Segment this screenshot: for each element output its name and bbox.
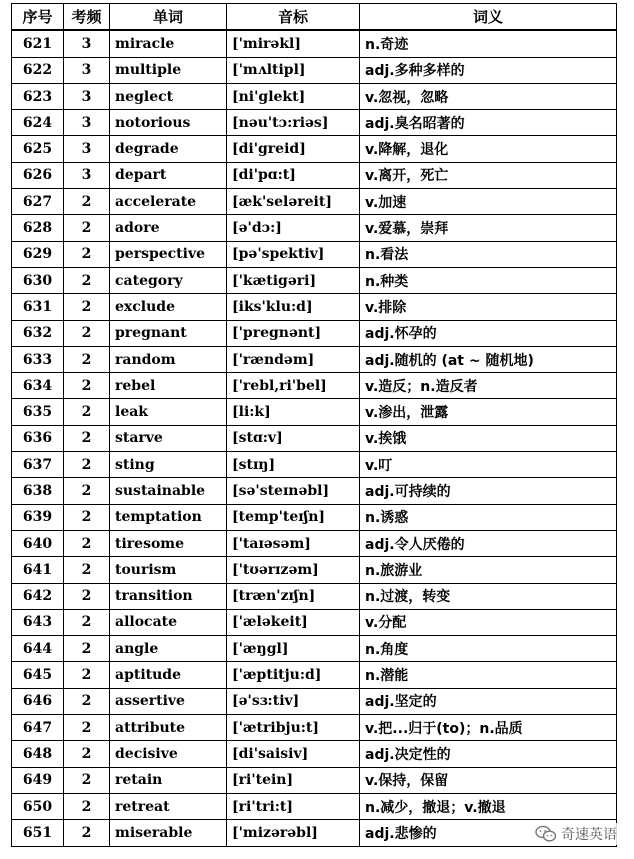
row-word: random [110, 346, 227, 372]
row-meaning: adj.可持续的 [360, 478, 617, 504]
row-number: 633 [12, 346, 64, 372]
row-frequency: 2 [64, 636, 110, 662]
row-frequency: 2 [64, 373, 110, 399]
row-word: retreat [110, 793, 227, 819]
row-phonetic: ['pregnənt] [227, 320, 360, 346]
row-meaning: n.奇迹 [360, 30, 617, 57]
row-word: sustainable [110, 478, 227, 504]
row-word: notorious [110, 110, 227, 136]
row-word: miracle [110, 30, 227, 57]
row-number: 640 [12, 530, 64, 556]
table-row [12, 530, 617, 556]
row-number: 632 [12, 320, 64, 346]
table-row [12, 83, 617, 109]
table-row [12, 110, 617, 136]
row-frequency: 2 [64, 609, 110, 635]
row-word: pregnant [110, 320, 227, 346]
row-number: 623 [12, 83, 64, 109]
row-frequency: 2 [64, 530, 110, 556]
row-word: tourism [110, 557, 227, 583]
row-word: miserable [110, 820, 227, 846]
row-phonetic: [stɑ:v] [227, 425, 360, 451]
table-row [12, 609, 617, 635]
row-word: starve [110, 425, 227, 451]
table-row [12, 320, 617, 346]
row-phonetic: [li:k] [227, 399, 360, 425]
row-number: 644 [12, 636, 64, 662]
row-frequency: 2 [64, 320, 110, 346]
row-meaning: n.减少，撤退；v.撤退 [360, 793, 617, 819]
row-number: 635 [12, 399, 64, 425]
row-meaning: v.把...归于(to)；n.品质 [360, 715, 617, 741]
row-frequency: 2 [64, 399, 110, 425]
row-meaning: v.叮 [360, 452, 617, 478]
row-word: exclude [110, 294, 227, 320]
header-phonetic: 音标 [227, 4, 360, 31]
table-row [12, 373, 617, 399]
row-meaning: n.看法 [360, 241, 617, 267]
row-phonetic: ['mʌltipl] [227, 57, 360, 83]
row-frequency: 2 [64, 346, 110, 372]
row-number: 638 [12, 478, 64, 504]
row-frequency: 3 [64, 57, 110, 83]
row-meaning: adj.怀孕的 [360, 320, 617, 346]
row-meaning: adj.决定性的 [360, 741, 617, 767]
row-frequency: 2 [64, 688, 110, 714]
row-frequency: 3 [64, 83, 110, 109]
table-row [12, 294, 617, 320]
row-phonetic: [stɪŋ] [227, 452, 360, 478]
row-frequency: 2 [64, 767, 110, 793]
row-meaning: v.挨饿 [360, 425, 617, 451]
header-num: 序号 [12, 4, 64, 31]
table-row [12, 767, 617, 793]
row-meaning: v.分配 [360, 609, 617, 635]
row-number: 629 [12, 241, 64, 267]
row-word: accelerate [110, 189, 227, 215]
row-phonetic: [di'pɑ:t] [227, 162, 360, 188]
row-meaning: n.旅游业 [360, 557, 617, 583]
row-number: 650 [12, 793, 64, 819]
row-phonetic: ['æŋgl] [227, 636, 360, 662]
row-number: 627 [12, 189, 64, 215]
row-phonetic: ['tʊərɪzəm] [227, 557, 360, 583]
table-row [12, 741, 617, 767]
row-word: aptitude [110, 662, 227, 688]
row-meaning: n.诱惑 [360, 504, 617, 530]
row-number: 647 [12, 715, 64, 741]
row-meaning: adj.坚定的 [360, 688, 617, 714]
row-phonetic: ['æptitju:d] [227, 662, 360, 688]
row-meaning: n.角度 [360, 636, 617, 662]
row-meaning: adj.悲惨的 [360, 820, 617, 846]
row-meaning: adj.令人厌倦的 [360, 530, 617, 556]
vocab-table [11, 3, 617, 847]
row-word: assertive [110, 688, 227, 714]
wechat-icon [535, 825, 557, 843]
row-meaning: v.加速 [360, 189, 617, 215]
row-word: angle [110, 636, 227, 662]
row-number: 651 [12, 820, 64, 846]
row-word: perspective [110, 241, 227, 267]
row-number: 645 [12, 662, 64, 688]
row-meaning: adj.臭名昭著的 [360, 110, 617, 136]
row-frequency: 2 [64, 267, 110, 293]
row-meaning: adj.随机的 (at ~ 随机地) [360, 346, 617, 372]
row-meaning: v.保持，保留 [360, 767, 617, 793]
row-number: 622 [12, 57, 64, 83]
row-meaning: n.过渡，转变 [360, 583, 617, 609]
row-phonetic: [nəu'tɔ:riəs] [227, 110, 360, 136]
header-meaning: 词义 [360, 4, 617, 31]
row-word: neglect [110, 83, 227, 109]
row-phonetic: [ni'glekt] [227, 83, 360, 109]
row-frequency: 2 [64, 189, 110, 215]
header-freq: 考频 [64, 4, 110, 31]
table-row [12, 267, 617, 293]
row-phonetic: ['ætribju:t] [227, 715, 360, 741]
row-word: degrade [110, 136, 227, 162]
table-row [12, 399, 617, 425]
table-row [12, 162, 617, 188]
row-number: 621 [12, 30, 64, 57]
row-meaning: v.爱慕，崇拜 [360, 215, 617, 241]
row-phonetic: [temp'teɪʃn] [227, 504, 360, 530]
row-meaning: v.忽视，忽略 [360, 83, 617, 109]
row-phonetic: ['kætigəri] [227, 267, 360, 293]
row-meaning: adj.多种多样的 [360, 57, 617, 83]
row-number: 628 [12, 215, 64, 241]
row-phonetic: ['mizərəbl] [227, 820, 360, 846]
row-phonetic: ['æləkeit] [227, 609, 360, 635]
row-phonetic: ['rebl,ri'bel] [227, 373, 360, 399]
row-word: transition [110, 583, 227, 609]
row-frequency: 2 [64, 741, 110, 767]
row-frequency: 2 [64, 793, 110, 819]
row-frequency: 2 [64, 425, 110, 451]
row-frequency: 2 [64, 662, 110, 688]
table-row [12, 30, 617, 57]
row-word: temptation [110, 504, 227, 530]
table-row [12, 136, 617, 162]
row-frequency: 2 [64, 504, 110, 530]
row-word: depart [110, 162, 227, 188]
row-frequency: 2 [64, 557, 110, 583]
row-frequency: 2 [64, 452, 110, 478]
row-frequency: 2 [64, 478, 110, 504]
table-row [12, 583, 617, 609]
table-row [12, 715, 617, 741]
row-phonetic: [di'greid] [227, 136, 360, 162]
table-row [12, 57, 617, 83]
header-word: 单词 [110, 4, 227, 31]
row-meaning: v.排除 [360, 294, 617, 320]
row-phonetic: [træn'zɪʃn] [227, 583, 360, 609]
row-phonetic: [ə'dɔ:] [227, 215, 360, 241]
row-word: sting [110, 452, 227, 478]
row-number: 630 [12, 267, 64, 293]
table-row [12, 557, 617, 583]
row-word: category [110, 267, 227, 293]
row-meaning: v.造反；n.造反者 [360, 373, 617, 399]
row-frequency: 3 [64, 162, 110, 188]
row-number: 636 [12, 425, 64, 451]
row-word: multiple [110, 57, 227, 83]
row-meaning: v.渗出，泄露 [360, 399, 617, 425]
watermark-text: 奇速英语 [561, 827, 617, 843]
row-word: leak [110, 399, 227, 425]
row-number: 649 [12, 767, 64, 793]
row-frequency: 2 [64, 294, 110, 320]
row-frequency: 2 [64, 715, 110, 741]
row-frequency: 2 [64, 583, 110, 609]
row-frequency: 3 [64, 30, 110, 57]
table-row [12, 504, 617, 530]
row-number: 631 [12, 294, 64, 320]
table-row [12, 688, 617, 714]
row-frequency: 2 [64, 820, 110, 846]
row-phonetic: [pə'spektiv] [227, 241, 360, 267]
row-word: retain [110, 767, 227, 793]
row-number: 624 [12, 110, 64, 136]
row-meaning: v.降解，退化 [360, 136, 617, 162]
row-number: 637 [12, 452, 64, 478]
table-row [12, 636, 617, 662]
row-number: 625 [12, 136, 64, 162]
table-row [12, 478, 617, 504]
table-row [12, 241, 617, 267]
row-number: 641 [12, 557, 64, 583]
row-frequency: 2 [64, 215, 110, 241]
row-number: 646 [12, 688, 64, 714]
header-row [12, 4, 617, 31]
row-number: 626 [12, 162, 64, 188]
row-meaning: n.种类 [360, 267, 617, 293]
row-frequency: 2 [64, 241, 110, 267]
table-row [12, 793, 617, 819]
row-word: decisive [110, 741, 227, 767]
row-word: rebel [110, 373, 227, 399]
table-row [12, 189, 617, 215]
row-number: 648 [12, 741, 64, 767]
table-row [12, 662, 617, 688]
row-frequency: 3 [64, 136, 110, 162]
row-phonetic: [sə'steɪnəbl] [227, 478, 360, 504]
row-word: allocate [110, 609, 227, 635]
row-phonetic: [iks'klu:d] [227, 294, 360, 320]
row-phonetic: ['rændəm] [227, 346, 360, 372]
table-row [12, 215, 617, 241]
row-meaning: v.离开，死亡 [360, 162, 617, 188]
row-meaning: n.潜能 [360, 662, 617, 688]
table-row [12, 820, 617, 846]
row-number: 642 [12, 583, 64, 609]
row-phonetic: ['taɪəsəm] [227, 530, 360, 556]
row-word: attribute [110, 715, 227, 741]
row-phonetic: [ri'tri:t] [227, 793, 360, 819]
row-number: 634 [12, 373, 64, 399]
table-row [12, 425, 617, 451]
row-phonetic: ['mirəkl] [227, 30, 360, 57]
row-word: adore [110, 215, 227, 241]
table-row [12, 346, 617, 372]
row-frequency: 3 [64, 110, 110, 136]
row-phonetic: [di'saisiv] [227, 741, 360, 767]
watermark [532, 823, 620, 845]
row-word: tiresome [110, 530, 227, 556]
row-number: 643 [12, 609, 64, 635]
row-number: 639 [12, 504, 64, 530]
row-phonetic: [æk'seləreit] [227, 189, 360, 215]
table-row [12, 452, 617, 478]
row-phonetic: [ə'sɜ:tiv] [227, 688, 360, 714]
row-phonetic: [ri'tein] [227, 767, 360, 793]
